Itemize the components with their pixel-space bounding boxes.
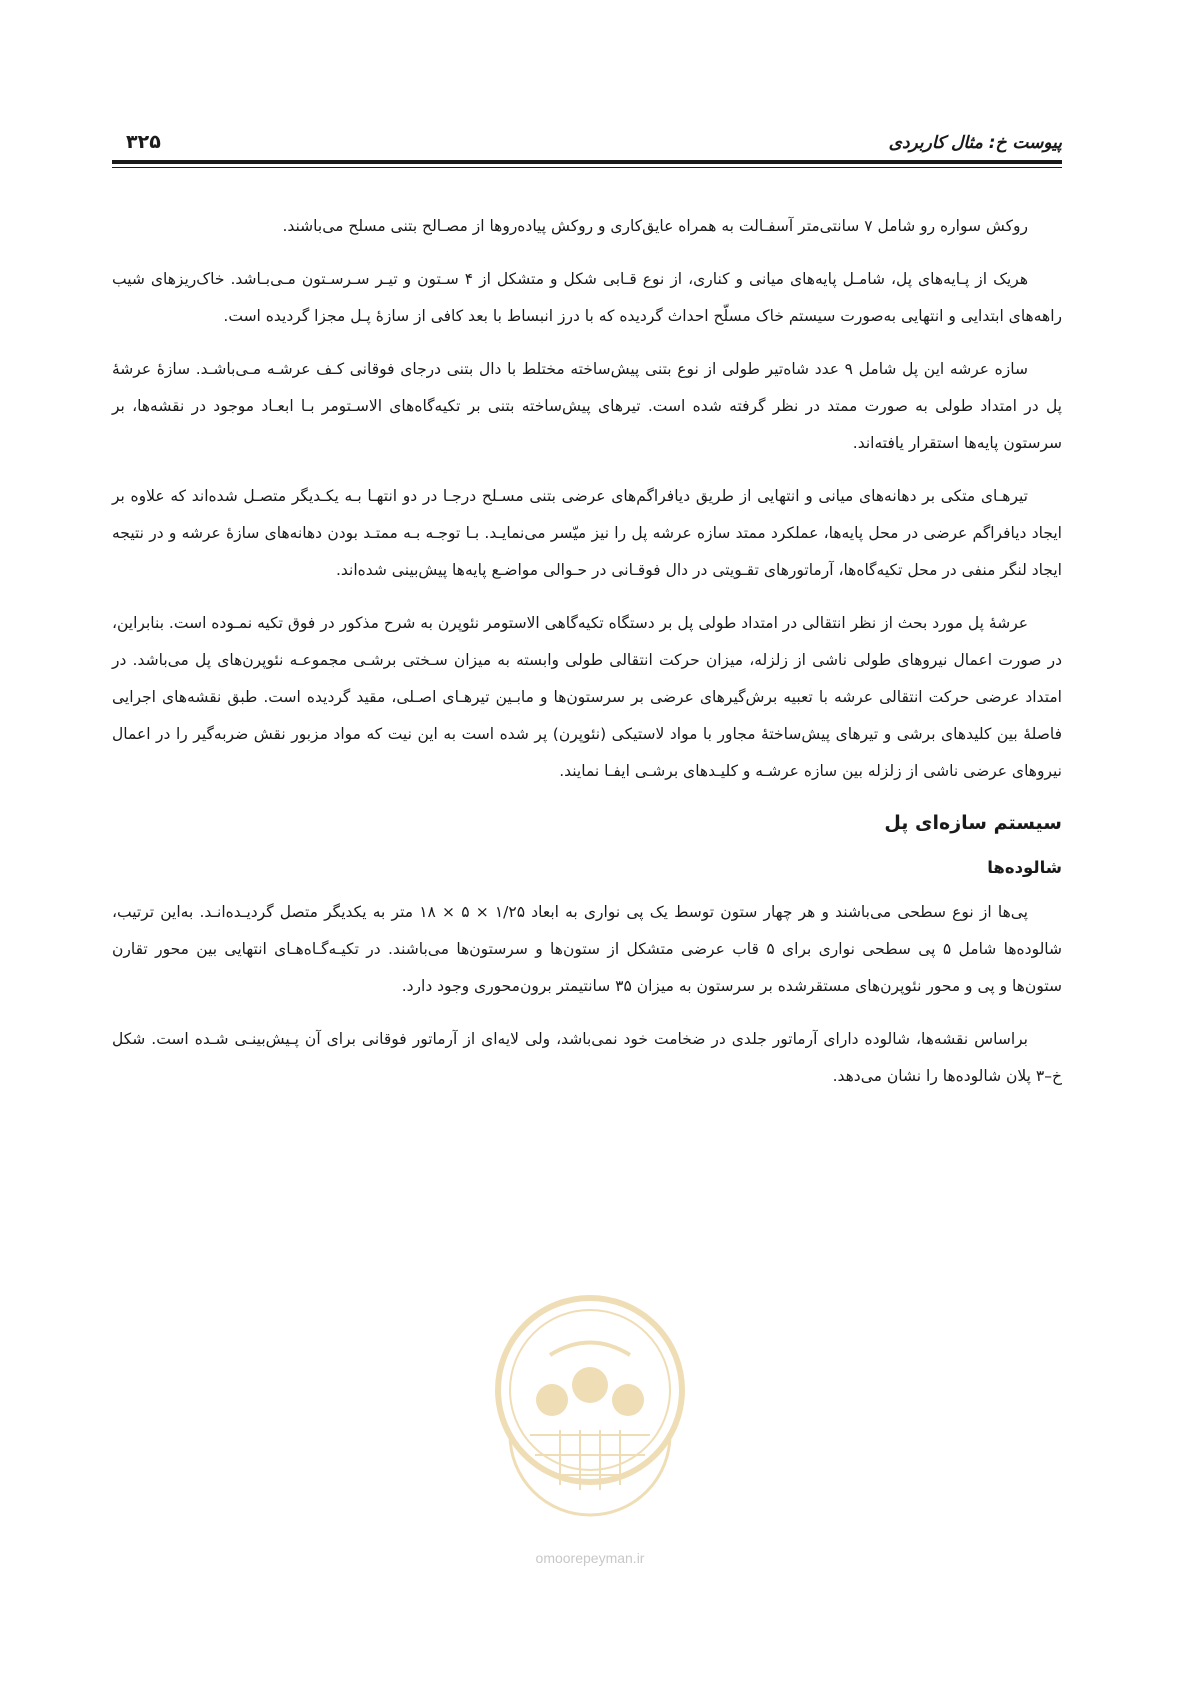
watermark-seal-icon	[490, 1285, 690, 1545]
paragraph-piers: هریک از پـایه‌های پل، شامـل پایه‌های میانی و کناری، از نوع قـابی شکل و متشکل از ۴ سـتون و تیـر سـرسـتون مـی‌بـاشد. خاک‌ریزهای شیب راهه‌های ابتدایی و انتهایی به‌صورت سیستم خاک مسلّح احداث گردیده که با درز انبساط با بعد کافی از سازهٔ پـل مجزا گردیده است.	[112, 270, 1062, 325]
paragraph-road-surface: روکش سواره رو شامل ۷ سانتی‌متر آسفـالت به همراه عایق‌کاری و روکش پیاده‌روها از مصـالح بتنی مسلح می‌باشند.	[282, 217, 1028, 235]
body-text	[112, 208, 1062, 1111]
paragraph-deck-structure: سازه عرشه این پل شامل ۹ عدد شاه‌تیر طولی از نوع بتنی پیش‌ساخته مختلط با دال بتنی درجای فوقانی کـف عرشـه مـی‌باشـد. سازهٔ عرشهٔ پل در امتداد طولی به صورت ممتد در نظر گرفته شده است. تیرهای پیش‌ساخته بتنی بر تکیه‌گاه‌های الاسـتومر بـا ابعـاد موجود در نقشه‌ها، بر سرستون پایه‌ها استقرار یافته‌اند.	[112, 360, 1062, 452]
section-heading: سیستم سازه‌ای پل	[884, 812, 1062, 834]
running-title: پیوست خ: مثال کاربردی	[888, 133, 1062, 153]
page-header	[112, 125, 1062, 161]
watermark-logo	[490, 1285, 690, 1585]
page-number: ۳۲۵	[126, 131, 161, 153]
header-rule-thin	[112, 167, 1062, 168]
paragraph-bearings: عرشهٔ پل مورد بحث از نظر انتقالی در امتداد طولی پل بر دستگاه تکیه‌گاهی الاستومر نئوپرن به شرح مذکور در فوق تکیه نمـوده است. بنابراین، در صورت اعمال نیروهای طولی ناشی از زلزله، میزان حرکت انتقالی طولی وابسته به میزان سـختی برشـی مجموعـه نئوپرن‌های پل می‌باشد. در امتداد عرضی حرکت انتقالی عرشه با تعبیه برش‌گیرهای عرضی بر سرستون‌ها و مابـین تیرهـای اصـلی، مقید گردیده است. طبق نقشه‌های اجرایی فاصلهٔ بین کلیدهای برشی و تیرهای پیش‌ساختهٔ مجاور با مواد لاستیکی (نئوپرن) پر شده است به این نیت که مواد مزبور نقش ضربه‌گیر را در اعمال نیروهای عرضی ناشی از زلزله بین سازه عرشـه و کلیـدهای برشـی ایفـا نمایند.	[112, 614, 1062, 780]
paragraph-girders: تیرهـای متکی بر دهانه‌های میانی و انتهایی از طریق دیافراگم‌های عرضی بتنی مسـلح درجـا در دو انتهـا بـه یکـدیگر متصـل شده‌اند که علاوه بر ایجاد دیافراگم عرضی در محل پایه‌ها، عملکرد ممتد سازه عرشه پل را نیز میّسر می‌نمایـد. بـا توجـه بـه ممتـد بودن دهانه‌های سازهٔ عرشه و در نتیجه ایجاد لنگر منفی در محل تکیه‌گاه‌ها، آرماتورهای تقـویتی در دال فوقـانی در حـوالی مواضـع پایه‌ها پیش‌بینی شده‌اند.	[112, 487, 1062, 579]
watermark-url: omoorepeyman.ir	[535, 1550, 645, 1566]
paragraph-reinforcement: براساس نقشه‌ها، شالوده دارای آرماتور جلدی در ضخامت خود نمی‌باشد، ولی لایه‌ای از آرماتور فوقانی برای آن پـیش‌بینـی شـده است. شکل خ–۳ پلان شالوده‌ها را نشان می‌دهد.	[112, 1030, 1062, 1085]
paragraph-foundations: پی‌ها از نوع سطحی می‌باشند و هر چهار ستون توسط یک پی نواری به ابعاد ۱/۲۵ × ۵ × ۱۸ متر به یکدیگر متصل گردیـده‌انـد. به‌این ترتیب، شالوده‌ها شامل ۵ پی سطحی نواری برای ۵ قاب عرضی متشکل از ستون‌ها و سرستون‌ها می‌باشند. در تکیـه‌گـاه‌هـای انتهایی بین محور تقارن ستون‌ها و پی و محور نئوپرن‌های مستقرشده بر سرستون به میزان ۳۵ سانتیمتر برون‌محوری وجود دارد.	[112, 903, 1063, 995]
header-rule-thick	[112, 160, 1062, 164]
subsection-heading: شالوده‌ها	[987, 858, 1062, 877]
